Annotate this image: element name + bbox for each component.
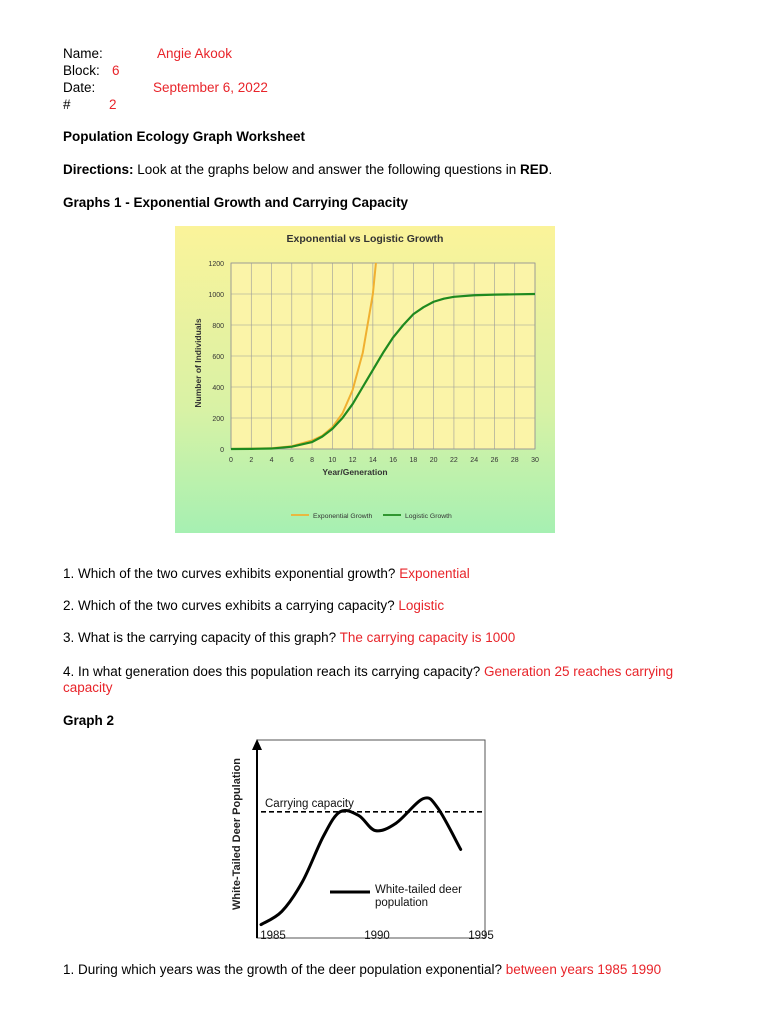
chart1-x-tick-label: 20 [429,457,438,464]
answer-text: Generation 25 reaches carrying capacity [63,664,674,695]
answer-text: Exponential [399,566,470,581]
chart2-frame [257,740,485,938]
chart1-x-tick-label: 16 [389,457,398,464]
chart2-legend-label-line2: population [375,897,429,909]
question-text: 3. What is the carrying capacity of this graph? [63,630,340,645]
chart2-y-axis-label: White-Tailed Deer Population [231,758,243,910]
chart1-x-tick-label: 0 [229,457,233,464]
question-text: 1. During which years was the growth of the deer population exponential? [63,962,506,977]
number-label: # [63,97,71,112]
question-text: 2. Which of the two curves exhibits a carrying capacity? [63,598,399,613]
chart1-x-tick-label: 28 [510,457,519,464]
chart1-y-tick-label: 1000 [208,292,224,299]
chart1-x-axis-label: Year/Generation [322,467,388,477]
chart1-y-tick-label: 200 [212,416,224,423]
chart1-y-tick-label: 600 [212,354,224,361]
chart1-x-tick-label: 26 [490,457,499,464]
question1-4 [63,664,703,696]
block-value: 6 [112,63,120,78]
directions [63,162,552,177]
chart1-x-tick-label: 14 [368,457,377,464]
answer-text: between years 1985 1990 [505,962,662,977]
chart1-y-tick-label: 400 [212,385,224,392]
chart1-x-tick-label: 12 [348,457,357,464]
chart2-legend-label-line1: White-tailed deer [375,884,462,896]
chart1-x-tick-label: 24 [470,457,479,464]
chart1-x-tick-label: 4 [269,457,274,464]
date-label: Date: [63,80,96,95]
deer-population-chart [225,738,495,948]
answer-text: The carrying capacity is 1000 [339,630,516,645]
question1-2 [63,598,444,613]
chart1-legend-label: Logistic Growth [405,513,452,520]
exponential-logistic-chart [175,226,555,533]
chart1-title: Exponential vs Logistic Growth [286,233,444,245]
graph2-heading: Graph 2 [63,713,115,728]
chart2-x-tick-label: 1985 [260,930,286,942]
graph1-heading: Graphs 1 - Exponential Growth and Carrying Capacity [63,195,409,210]
question-text: 4. In what generation does this population reach its carrying capacity? [63,664,484,679]
chart1-y-tick-label: 1200 [208,261,224,268]
question-text: 1. Which of the two curves exhibits exponential growth? [63,566,400,581]
carrying-capacity-label: Carrying capacity [265,797,354,810]
question2-1 [63,962,661,977]
block-label: Block: [63,63,100,78]
chart1-x-tick-label: 18 [409,457,418,464]
chart1-x-tick-label: 30 [531,457,539,464]
name-value: Angie Akook [157,46,233,61]
directions-text: Look at the graphs below and answer the following questions in [133,162,521,177]
directions-label: Directions: [63,162,134,177]
chart2-x-tick-label: 1990 [364,930,390,942]
chart2-x-tick-label: 1995 [468,930,494,942]
date-value: September 6, 2022 [153,80,268,95]
answer-text: Logistic [398,598,445,613]
chart1-y-tick-label: 0 [220,447,224,454]
chart1-x-tick-label: 2 [249,457,254,464]
chart1-x-tick-label: 6 [289,457,294,464]
chart1-grid [231,263,535,449]
directions-emphasis: RED [520,162,549,177]
number-value: 2 [109,97,117,112]
chart1-x-tick-label: 8 [310,457,315,464]
chart1-legend-label: Exponential Growth [313,513,373,520]
name-label: Name: [63,46,103,61]
directions-end: . [548,162,553,177]
worksheet-title: Population Ecology Graph Worksheet [63,129,306,144]
chart1-x-tick-label: 22 [450,457,458,464]
chart1-legend [291,513,452,520]
chart1-x-tick-label: 10 [328,457,337,464]
chart1-y-axis-label: Number of Individuals [193,318,203,408]
question1-3 [63,630,515,645]
question1-1 [63,566,470,581]
chart1-y-tick-label: 800 [212,323,224,330]
